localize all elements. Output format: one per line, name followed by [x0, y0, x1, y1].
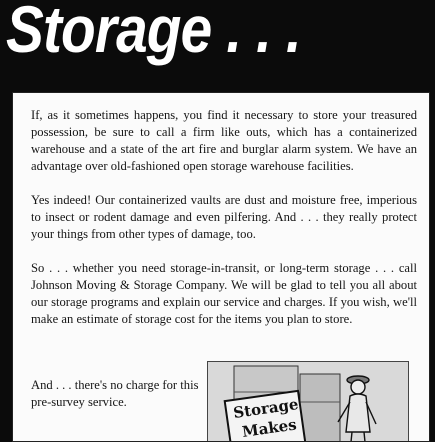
sign-line-2: Makes	[240, 415, 298, 441]
storage-makes-sign	[225, 391, 306, 442]
paragraph-call-to-action: So . . . whether you need storage-in-transit, or long-term storage . . . call Johnson Moving & Storage Company. We will be glad to tell you all about our storage programs and explain our service and charges. If you wish, we'll make an estimate of storage cost for the items you plan to store.	[31, 261, 417, 326]
sign-line-1: Storage	[232, 395, 300, 422]
paragraph-closing: And . . . there's no charge for this pre-survey service.	[31, 378, 199, 409]
page-headline: Storage . . .	[6, 0, 301, 66]
article-body	[31, 107, 417, 345]
storage-sign-graphic	[208, 362, 408, 442]
article-box	[12, 92, 430, 442]
paragraph-vaults: Yes indeed! Our containerized vaults are dust and moisture free, imperious to insect or rodent damage and even pilfering. And . . . they really protect your things from other types of damage, too.	[31, 193, 417, 241]
storage-illustration	[207, 361, 409, 442]
paragraph-intro: If, as it sometimes happens, you find it necessary to store your treasured possession, be sure to call a firm like outs, which has a containerized warehouse and a state of the art fire and burglar alarm system. We have an advantage over old-fashioned open storage warehouse facilities.	[31, 108, 417, 173]
mover-figure	[338, 376, 376, 442]
